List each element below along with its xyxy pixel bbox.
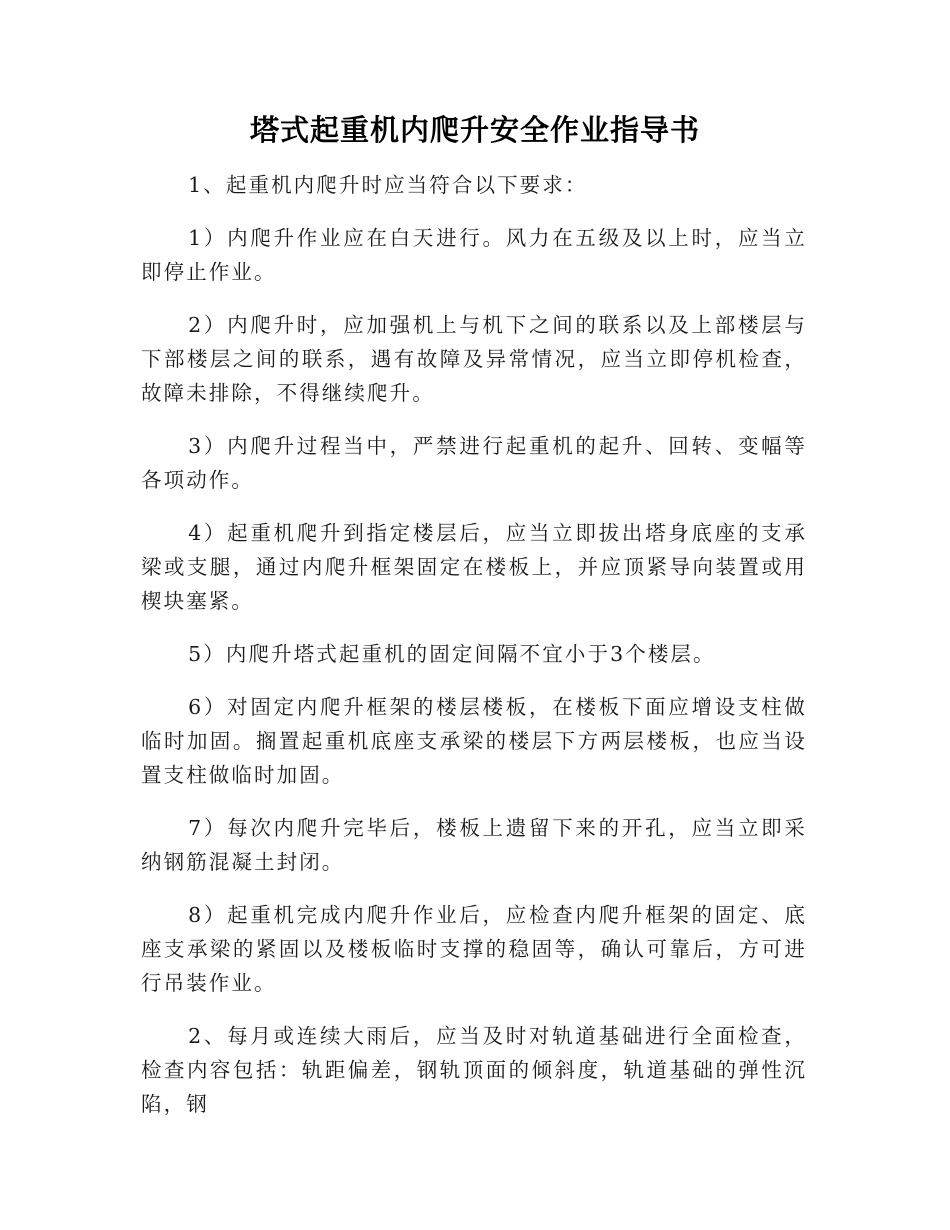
paragraph-item-8: 8）起重机完成内爬升作业后，应检查内爬升框架的固定、底座支承梁的紧固以及楼板临时支撑的稳固等，确认可靠后，方可进行吊装作业。 xyxy=(141,903,807,995)
document-body xyxy=(141,168,807,1140)
paragraph-item-4: 4）起重机爬升到指定楼层后，应当立即拔出塔身底座的支承梁或支腿，通过内爬升框架固定在楼板上，并应顶紧导向装置或用楔块塞紧。 xyxy=(141,521,807,613)
paragraph-item-5: 5）内爬升塔式起重机的固定间隔不宜小于3个楼层。 xyxy=(188,642,716,666)
paragraph-requirements-intro: 1、起重机内爬升时应当符合以下要求： xyxy=(188,173,588,197)
paragraph-item-6: 6）对固定内爬升框架的楼层楼板，在楼板下面应增设支柱做临时加固。搁置起重机底座支承梁的楼层下方两层楼板，也应当设置支柱做临时加固。 xyxy=(141,695,807,787)
paragraph-item-2: 2）内爬升时，应加强机上与机下之间的联系以及上部楼层与下部楼层之间的联系，遇有故障及异常情况，应当立即停机检查，故障未排除，不得继续爬升。 xyxy=(141,313,807,405)
document-title: 塔式起重机内爬升安全作业指导书 xyxy=(249,113,700,147)
paragraph-item-1: 1）内爬升作业应在白天进行。风力在五级及以上时，应当立即停止作业。 xyxy=(141,226,807,284)
paragraph-item-7: 7）每次内爬升完毕后，楼板上遗留下来的开孔，应当立即采纳钢筋混凝土封闭。 xyxy=(141,816,807,874)
paragraph-track-inspection: 2、每月或连续大雨后，应当及时对轨道基础进行全面检查，检查内容包括：轨距偏差，钢轨顶面的倾斜度，轨道基础的弹性沉陷，钢 xyxy=(141,1024,807,1116)
paragraph-item-3: 3）内爬升过程当中，严禁进行起重机的起升、回转、变幅等各项动作。 xyxy=(141,434,807,492)
